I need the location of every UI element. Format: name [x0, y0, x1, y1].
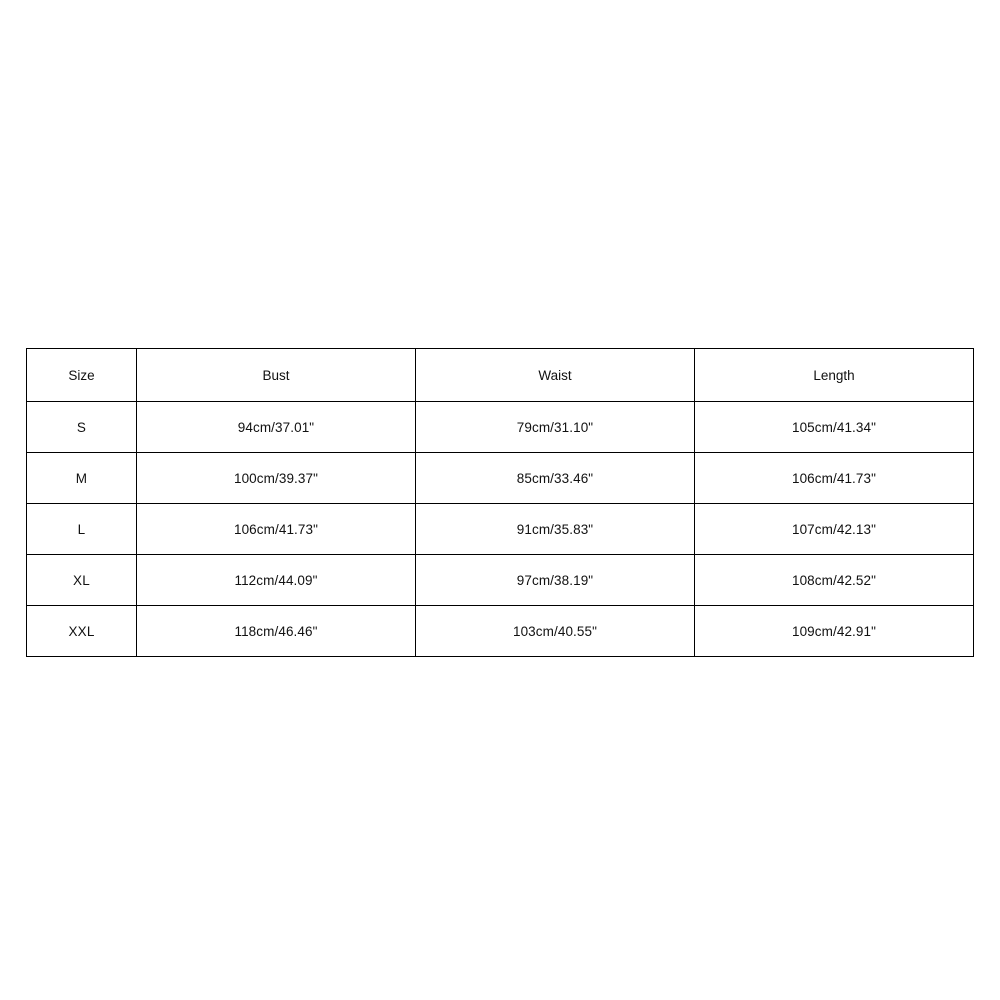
table-header-row — [27, 349, 974, 402]
cell-size: L — [27, 504, 137, 555]
cell-length: 106cm/41.73" — [695, 453, 974, 504]
cell-length: 107cm/42.13" — [695, 504, 974, 555]
table-row — [27, 402, 974, 453]
cell-size: S — [27, 402, 137, 453]
cell-length: 109cm/42.91" — [695, 606, 974, 657]
table-row — [27, 606, 974, 657]
cell-waist: 79cm/31.10" — [416, 402, 695, 453]
cell-waist: 85cm/33.46" — [416, 453, 695, 504]
cell-bust: 94cm/37.01" — [137, 402, 416, 453]
table-row — [27, 555, 974, 606]
cell-size: XL — [27, 555, 137, 606]
cell-length: 105cm/41.34" — [695, 402, 974, 453]
table-row — [27, 453, 974, 504]
column-header-bust: Bust — [137, 349, 416, 402]
table-row — [27, 504, 974, 555]
cell-bust: 106cm/41.73" — [137, 504, 416, 555]
cell-bust: 100cm/39.37" — [137, 453, 416, 504]
cell-bust: 118cm/46.46" — [137, 606, 416, 657]
column-header-size: Size — [27, 349, 137, 402]
cell-size: M — [27, 453, 137, 504]
size-chart-container — [26, 348, 974, 657]
cell-size: XXL — [27, 606, 137, 657]
cell-waist: 97cm/38.19" — [416, 555, 695, 606]
cell-waist: 103cm/40.55" — [416, 606, 695, 657]
column-header-length: Length — [695, 349, 974, 402]
size-chart-table — [26, 348, 974, 657]
cell-length: 108cm/42.52" — [695, 555, 974, 606]
column-header-waist: Waist — [416, 349, 695, 402]
cell-bust: 112cm/44.09" — [137, 555, 416, 606]
cell-waist: 91cm/35.83" — [416, 504, 695, 555]
